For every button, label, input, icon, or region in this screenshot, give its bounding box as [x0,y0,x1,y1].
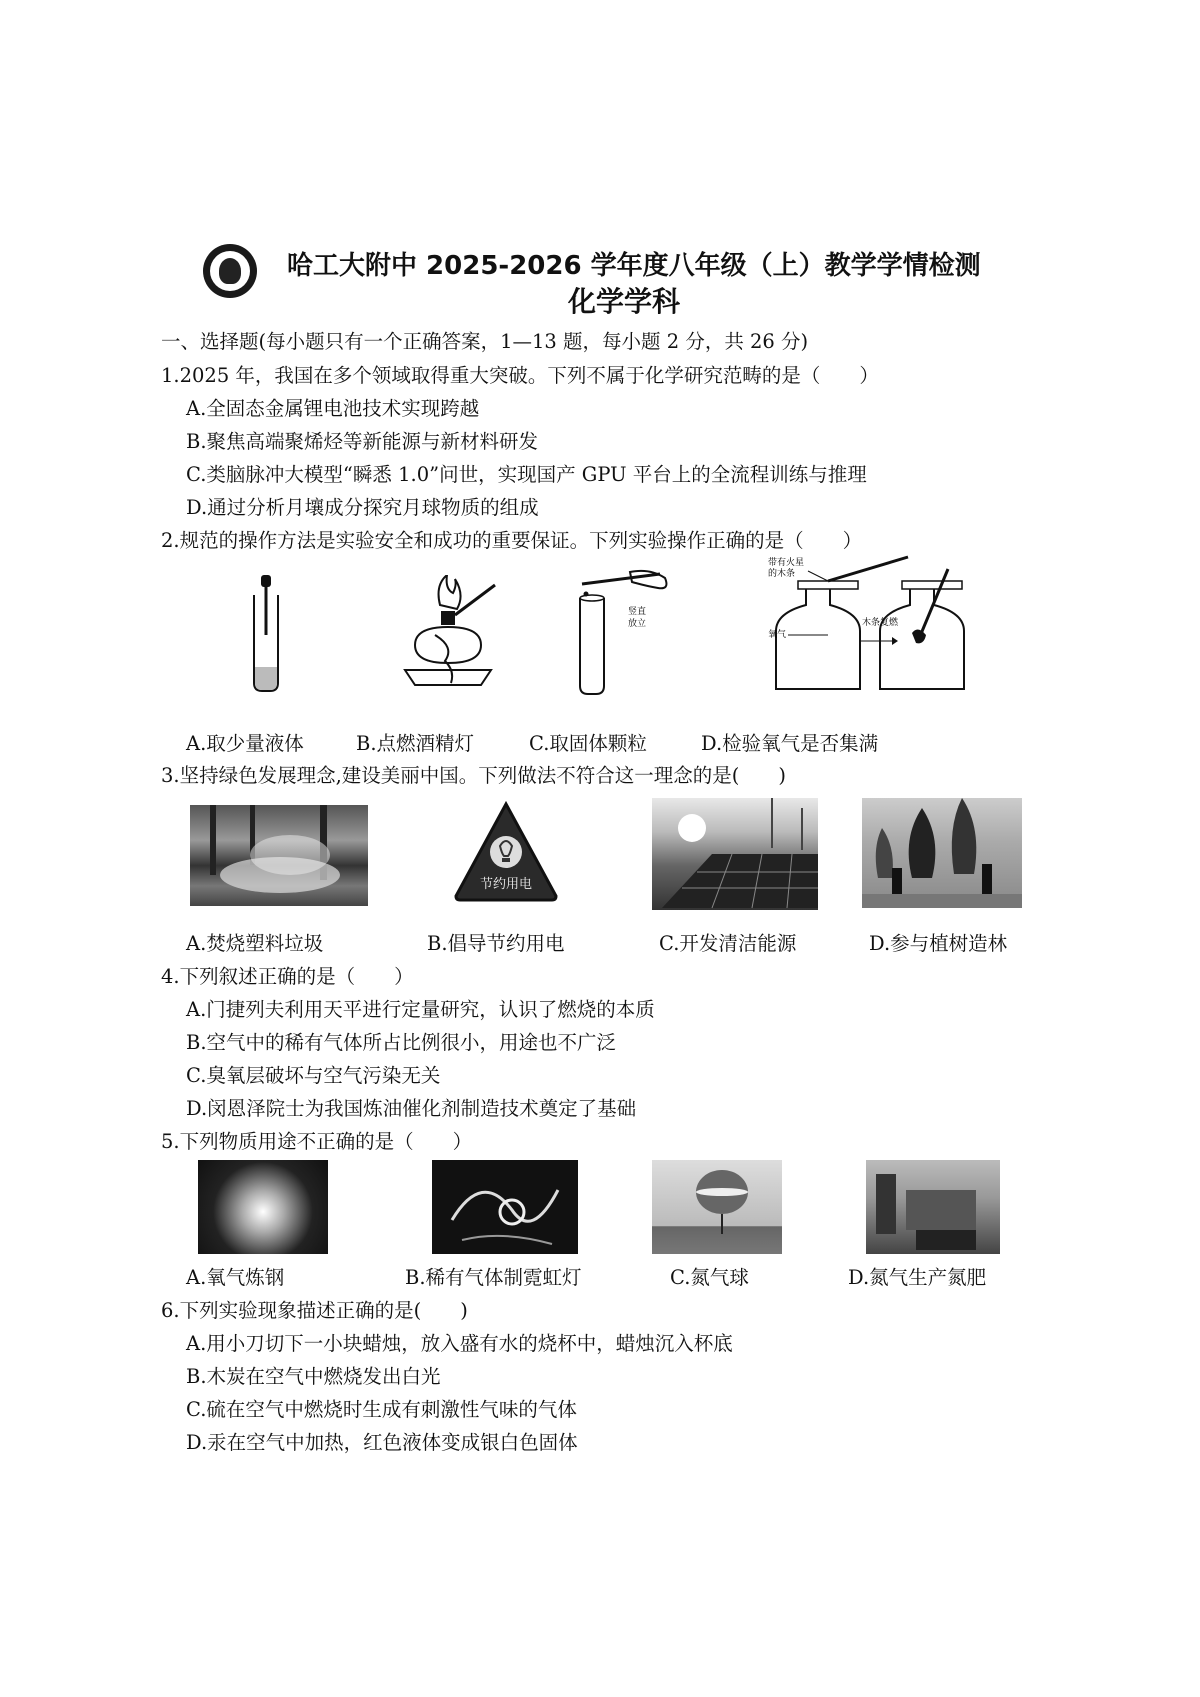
nitrogen-balloon-photo [652,1160,782,1254]
q6-stem: 6.下列实验现象描述正确的是( ) [161,1299,468,1322]
burning-garbage-photo [190,805,368,906]
nitrogen-fertilizer-photo [866,1160,1000,1254]
q1-option-a: A.全固态金属锂电池技术实现跨越 [186,397,480,420]
q3-option-a: A.焚烧塑料垃圾 [186,932,324,955]
q3-option-b: B.倡导节约用电 [427,932,565,955]
dropper-test-tube-figure [240,575,290,695]
q1-option-b: B.聚焦高端聚烯烃等新能源与新材料研发 [186,430,539,453]
reignite-label: 木条复燃 [862,618,899,628]
q4-option-a: A.门捷列夫利用天平进行定量研究，认识了燃烧的本质 [186,998,655,1021]
q1-stem: 1.2025 年，我国在多个领域取得重大突破。下列不属于化学研究范畴的是（ ） [161,364,879,387]
school-seal-icon [203,244,257,298]
section-heading: 一、选择题(每小题只有一个正确答案，1—13 题，每小题 2 分，共 26 分) [161,330,809,353]
q2-option-d: D.检验氧气是否集满 [701,732,879,755]
q4-option-c: C.臭氧层破坏与空气污染无关 [186,1064,441,1087]
q5-option-b: B.稀有气体制霓虹灯 [405,1266,582,1289]
q3-option-d: D.参与植树造林 [869,932,1008,955]
exam-title: 哈工大附中 2025-2026 学年度八年级（上）教学学情检测 [287,251,981,281]
q3-option-c: C.开发清洁能源 [659,932,797,955]
q5-stem: 5.下列物质用途不正确的是（ ） [161,1130,473,1153]
q5-option-d: D.氮气生产氮肥 [848,1266,987,1289]
q2-stem: 2.规范的操作方法是实验安全和成功的重要保证。下列实验操作正确的是（ ） [161,529,863,552]
q5-option-c: C.氮气球 [670,1266,749,1289]
solar-panel-photo [652,798,818,910]
q4-stem: 4.下列叙述正确的是（ ） [161,965,414,988]
q6-option-c: C.硫在空气中燃烧时生成有刺激性气味的气体 [186,1398,577,1421]
oxygen-label: 氧气 [768,630,787,640]
glowing-stick-label-1: 带有火星 [768,558,805,568]
q2-option-b: B.点燃酒精灯 [356,732,475,755]
q3-stem: 3.坚持绿色发展理念,建设美丽中国。下列做法不符合这一理念的是( ) [161,764,787,787]
glowing-stick-label-2: 的木条 [768,569,796,579]
alcohol-lamp-figure [395,575,505,695]
q4-option-d: D.闵恩泽院士为我国炼油催化剂制造技术奠定了基础 [186,1097,637,1120]
q6-option-d: D.汞在空气中加热，红色液体变成银白色固体 [186,1431,578,1454]
q1-option-d: D.通过分析月壤成分探究月球物质的组成 [186,496,539,519]
neon-light-photo [432,1160,578,1254]
sign-text: 节约用电 [479,877,533,892]
subject-title: 化学学科 [568,285,681,318]
steelmaking-photo [198,1160,328,1254]
q4-option-b: B.空气中的稀有气体所占比例很小，用途也不广泛 [186,1031,617,1054]
q6-option-b: B.木炭在空气中燃烧发出白光 [186,1365,441,1388]
oxygen-test-figure [768,555,978,697]
q2-option-c: C.取固体颗粒 [529,732,647,755]
q2-option-a: A.取少量液体 [186,732,304,755]
save-electricity-sign [452,800,560,902]
solid-granule-tube-figure [570,568,690,698]
q6-option-a: A.用小刀切下一小块蜡烛，放入盛有水的烧杯中，蜡烛沉入杯底 [186,1332,733,1355]
q5-option-a: A.氧气炼钢 [186,1266,285,1289]
q1-option-c: C.类脑脉冲大模型“瞬悉 1.0”问世，实现国产 GPU 平台上的全流程训练与推理 [186,463,867,486]
tree-planting-photo [862,798,1022,908]
tube-note-line1: 竖直 [628,607,647,617]
tube-note-line2: 放立 [628,619,647,629]
